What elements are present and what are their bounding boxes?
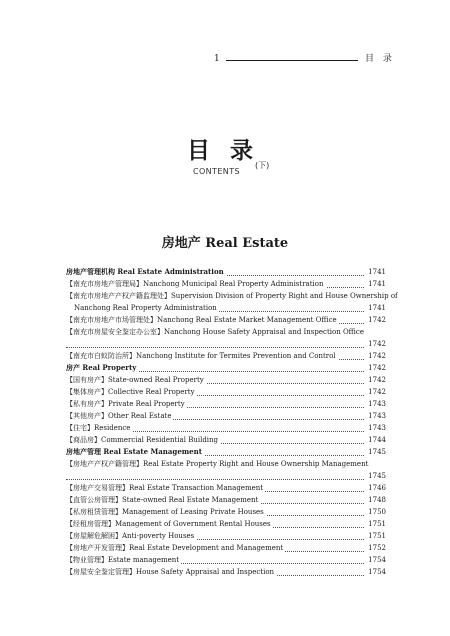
toc-entry-title: 房地产管理 Real Estate Management [66,447,202,456]
toc-entry-title: 【经租房管理】Management of Government Rental Houses [66,520,271,528]
toc-entry [66,494,386,506]
toc-leader-dots [66,346,386,348]
toc-entry-title: 【私房租赁管理】Management of Leasing Private Houses [66,508,264,516]
toc-page-number: 1742 [365,374,386,386]
toc-entry-title: 【其他房产】Other Real Estate [66,412,172,420]
contents-title: 目 录 [187,138,260,164]
toc-page-number: 1752 [365,542,386,554]
toc-page-number: 1754 [365,554,386,566]
toc-page-number: 1744 [365,434,386,446]
toc-entry [66,530,386,542]
toc-leader-dots [66,478,386,480]
toc-entry-title: 【南充市白蚁防治所】Nanchong Institute for Termites Prevention and Control [66,352,336,360]
toc-page-number: 1741 [365,302,386,314]
toc-page-number: 1751 [365,518,386,530]
toc-page-number: 1748 [365,494,386,506]
toc-page-number: 1754 [365,566,386,578]
toc-entry-title: 【房地产交易管理】Real Estate Transaction Management [66,484,264,492]
toc-page-number: 1745 [365,446,386,458]
toc-page-number: 1742 [365,314,386,326]
toc-heading [66,446,386,458]
contents-english-title: CONTENTS [193,167,240,176]
toc-entry-title: 【房屋解危解困】Anti-poverty Houses [66,532,195,540]
toc-entry [66,302,386,314]
toc-page-number: 1741 [365,266,386,278]
toc-entry-title: 【国有房产】State-owned Real Property [66,376,204,384]
toc-entry [66,434,386,446]
toc-entry [66,290,398,302]
toc-entry [66,518,386,530]
toc-entry [66,326,386,338]
toc-page-number: 1751 [365,530,386,542]
toc-entry-title: 【物业管理】Estate management [66,556,180,564]
toc-entry [66,386,386,398]
toc-page-number: 1742 [365,338,386,350]
toc-entry [66,542,386,554]
section-title: 房地产 Real Estate [161,236,289,251]
toc-entry-title: 【南充市房地产管理局】Nanchong Municipal Real Property Administration [66,280,324,288]
toc-entry-title: 【南充市房地产产权产籍监理处】Supervision Division of Property Right and House Ownership of [66,292,398,300]
toc-entry [66,554,386,566]
toc-page-number: 1741 [365,278,386,290]
header-rule [226,60,358,61]
toc-entry [66,338,386,350]
toc-entry [66,458,386,470]
toc-entry-title: 【房地产开发管理】Real Estate Development and Management [66,544,284,552]
toc-entry-title: 【直管公房管理】State-owned Real Estate Management [66,496,259,504]
toc-entry [66,482,386,494]
toc-entry-title: 【住宅】Residence [66,424,131,432]
toc-entry [66,422,386,434]
toc-page-number: 1743 [365,410,386,422]
toc-entry [66,350,386,362]
toc-entry-title: 【南充市房屋安全鉴定办公室】Nanchong House Safety Appraisal and Inspection Office [66,328,364,336]
toc-page-number: 1745 [365,470,386,482]
toc-page-number: 1746 [365,482,386,494]
toc-entry-title: 【南充市房地产市场管理处】Nanchong Real Estate Market Management Office [66,316,337,324]
toc-entry [66,278,386,290]
toc-entry-title: 【房屋安全鉴定管理】House Safety Appraisal and Inspection [66,568,275,576]
toc-entry-title: Nanchong Real Property Administration [66,304,219,312]
toc-page-number: 1750 [365,506,386,518]
toc-entry [66,470,386,482]
toc-entry [66,410,386,422]
page-number: 1 [214,54,220,64]
toc-page-number: 1742 [365,350,386,362]
toc-entry-title: 房产 Real Property [66,363,137,372]
toc-page-number: 1742 [365,386,386,398]
toc-heading [66,266,386,278]
toc-entry [66,398,386,410]
running-header-title: 目 录 [365,54,395,64]
volume-label: (下) [255,161,270,170]
toc-entry-title: 房地产管理机构 Real Estate Administration [66,267,224,276]
running-header [0,52,450,68]
toc-entry-title: 【商品房】Commercial Residential Building [66,436,219,444]
toc-entry [66,566,386,578]
toc-entry [66,374,386,386]
toc-entry-title: 【集体房产】Collective Real Property [66,388,195,396]
table-of-contents [66,266,398,578]
toc-page-number: 1743 [365,398,386,410]
toc-entry [66,314,386,326]
toc-page-number: 1742 [365,362,386,374]
toc-page-number: 1743 [365,422,386,434]
toc-heading [66,362,386,374]
toc-entry-title: 【私有房产】Private Real Property [66,400,185,408]
toc-entry-title: 【房地产产权产籍管理】Real Estate Property Right and House Ownership Management [66,460,369,468]
toc-entry [66,506,386,518]
